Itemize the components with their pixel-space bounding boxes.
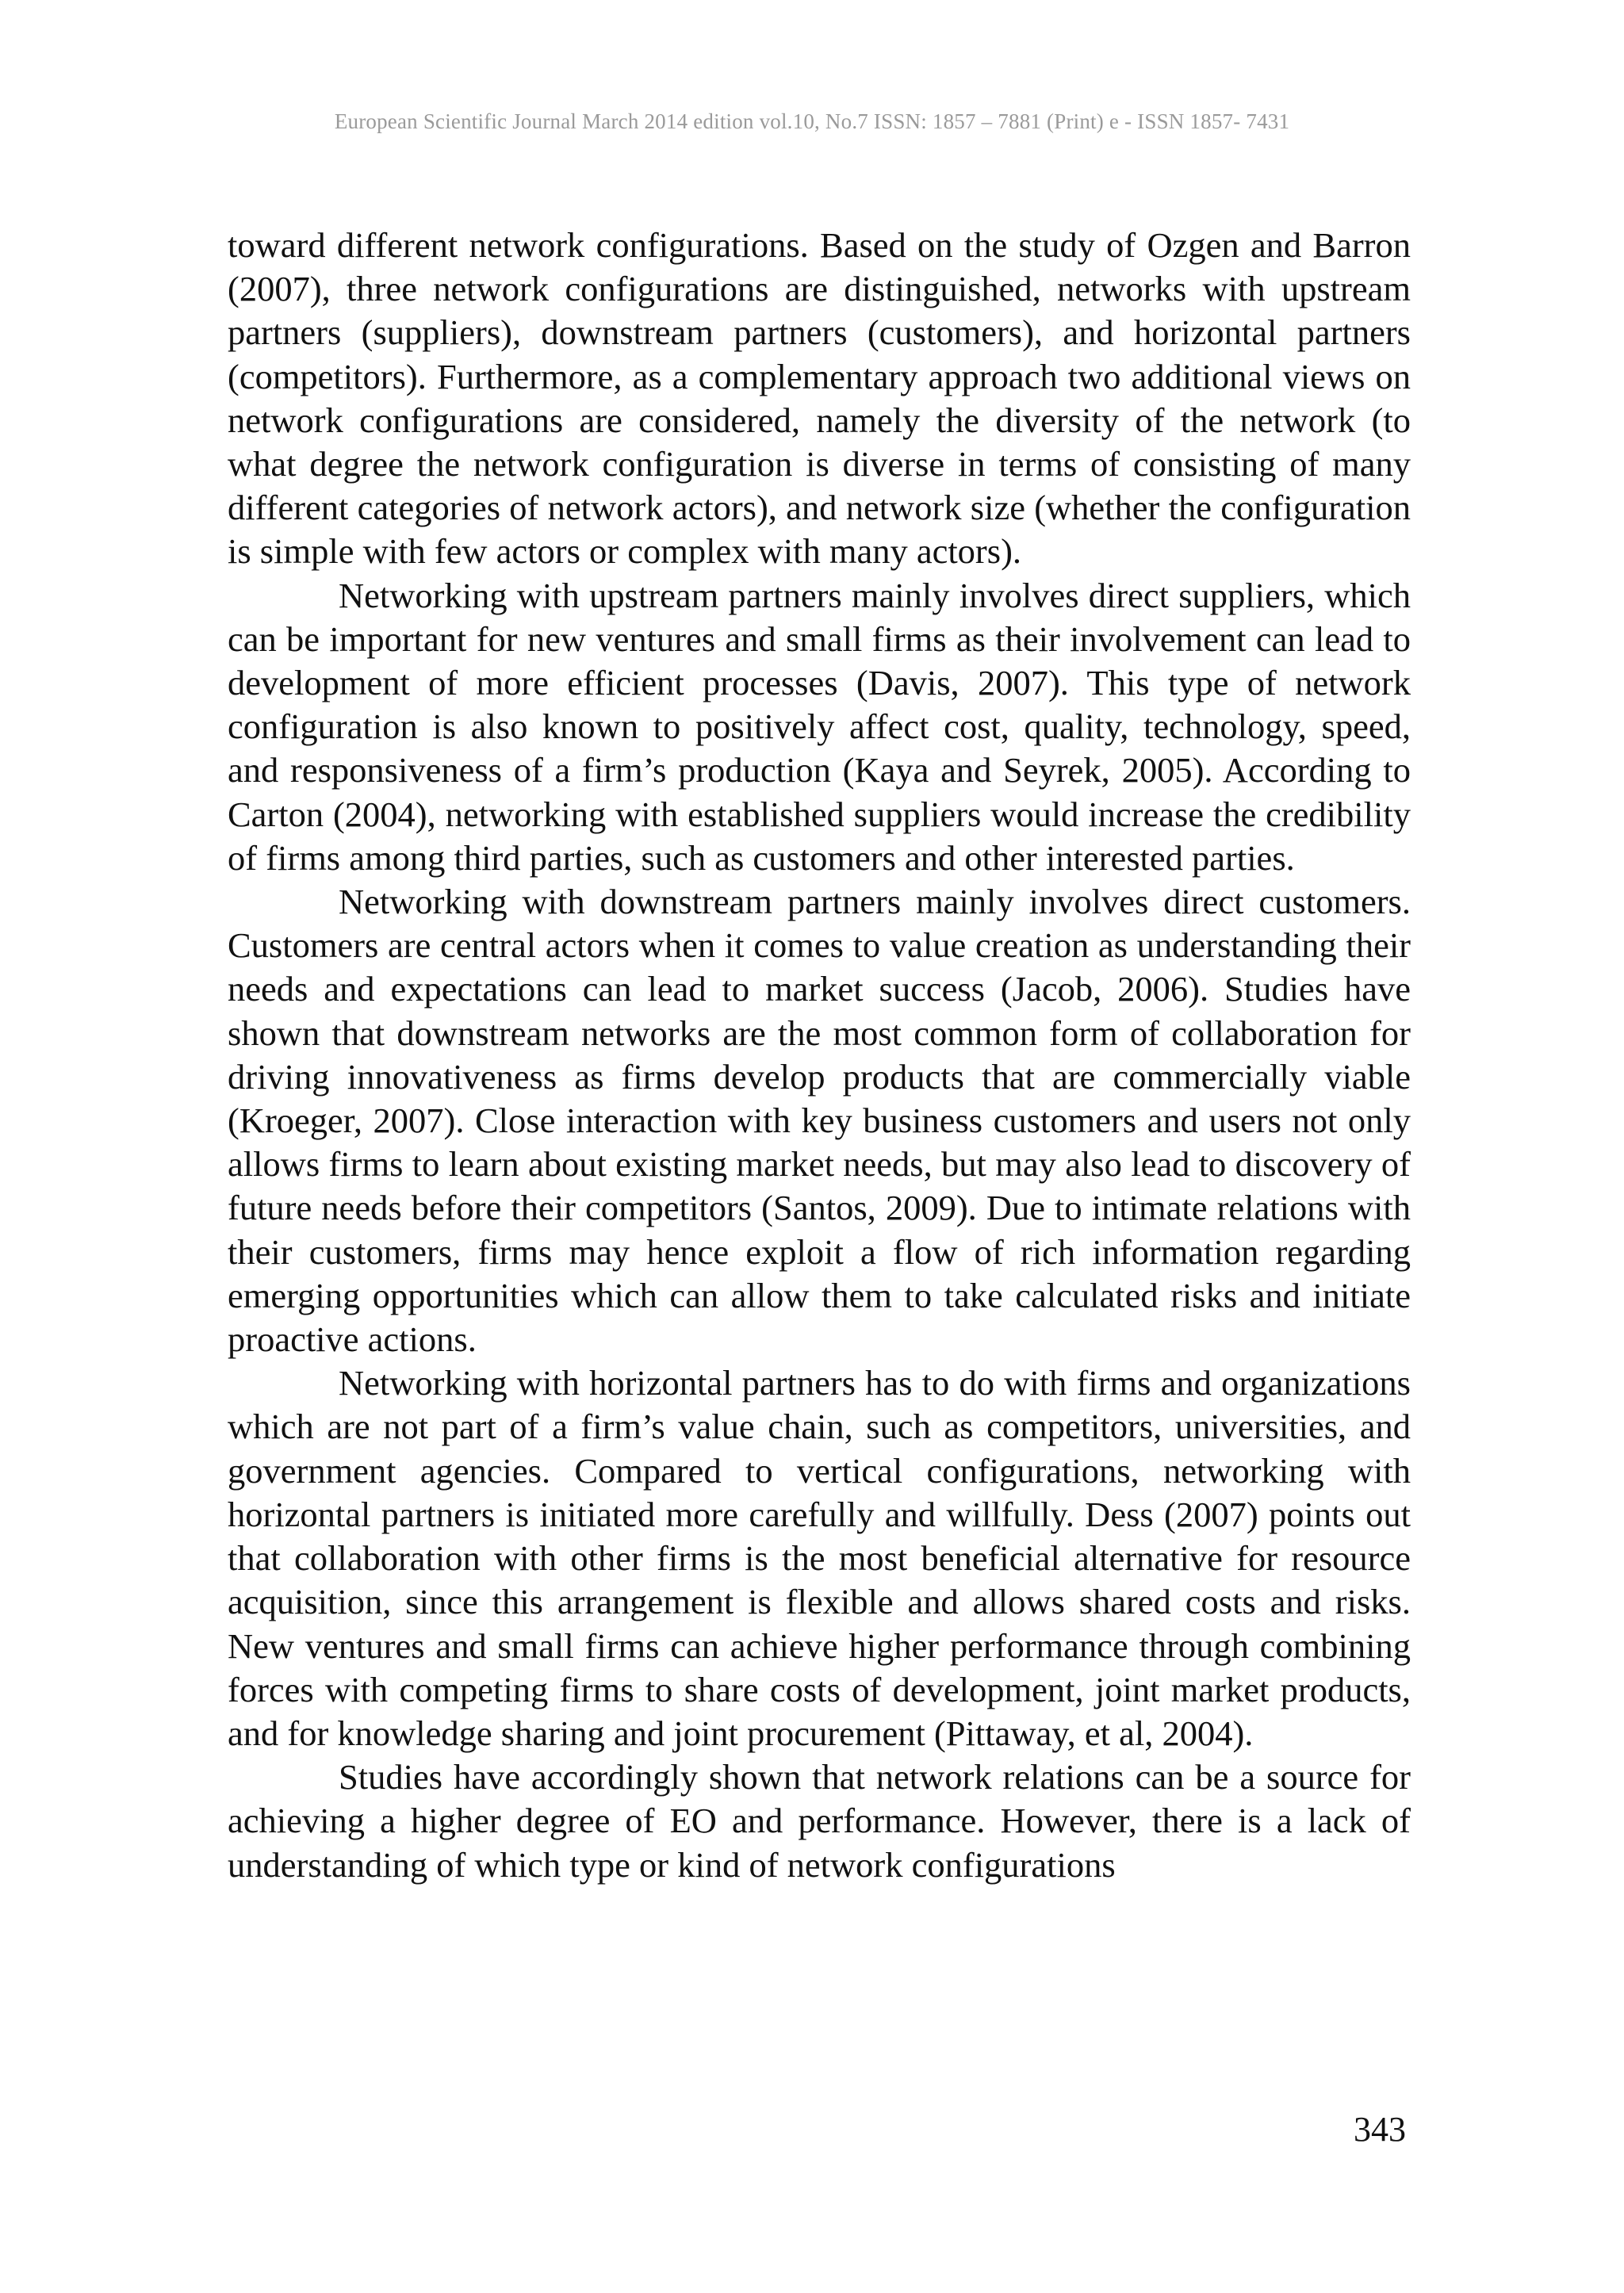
paragraph-upstream: Networking with upstream partners mainly involves direct suppliers, which can be important for new ventures and small firms as their involvement can lead to development of more efficient processes (Davis, 2007). This type of network configuration is also known to positively affect cost, quality, technology, speed, and responsiveness of a firm’s production (Kaya and Seyrek, 2005). According to Carton (2004), networking with established suppliers would increase the credibility of firms among third parties, such as customers and other interested parties. <box>228 575 1411 878</box>
running-header: European Scientific Journal March 2014 edition vol.10, No.7 ISSN: 1857 – 7881 (Print) e - ISSN 1857- 7431 <box>334 109 1290 133</box>
paragraph-studies: Studies have accordingly shown that network relations can be a source for achieving a higher degree of EO and performance. However, there is a lack of understanding of which type or kind of network configurations <box>228 1757 1411 1885</box>
paragraph-horizontal: Networking with horizontal partners has to do with firms and organizations which are not part of a firm’s value chain, such as competitors, universities, and government agencies. Compared to vertical configurations, networking with horizontal partners is initiated more carefully and willfully. Dess (2007) points out that collaboration with other firms is the most beneficial alternative for resource acquisition, since this arrangement is flexible and allows shared costs and risks. New ventures and small firms can achieve higher performance through combining forces with competing firms to share costs of development, joint market products, and for knowledge sharing and joint procurement (Pittaway, et al, 2004). <box>228 1363 1411 1753</box>
paragraph-downstream: Networking with downstream partners mainly involves direct customers. Customers are central actors when it comes to value creation as understanding their needs and expectations can lead to market success (Jacob, 2006). Studies have shown that downstream networks are the most common form of collaboration for driving innovativeness as firms develop products that are commercially viable (Kroeger, 2007). Close interaction with key business customers and users not only allows firms to learn about existing market needs, but may also lead to discovery of future needs before their competitors (Santos, 2009). Due to intimate relations with their customers, firms may hence exploit a flow of rich information regarding emerging opportunities which can allow them to take calculated risks and initiate proactive actions. <box>228 882 1411 1360</box>
page-number: 343 <box>1354 2110 1406 2149</box>
body-text <box>228 224 1411 1887</box>
paragraph-continued: toward different network configurations. Based on the study of Ozgen and Barron (2007), three network configurations are distinguished, networks with upstream partners (suppliers), downstream partners (customers), and horizontal partners (competitors). Furthermore, as a complementary approach two additional views on network configurations are considered, namely the diversity of the network (to what degree the network configuration is diverse in terms of consisting of many different categories of network actors), and network size (whether the configuration is simple with few actors or complex with many actors). <box>228 225 1411 572</box>
